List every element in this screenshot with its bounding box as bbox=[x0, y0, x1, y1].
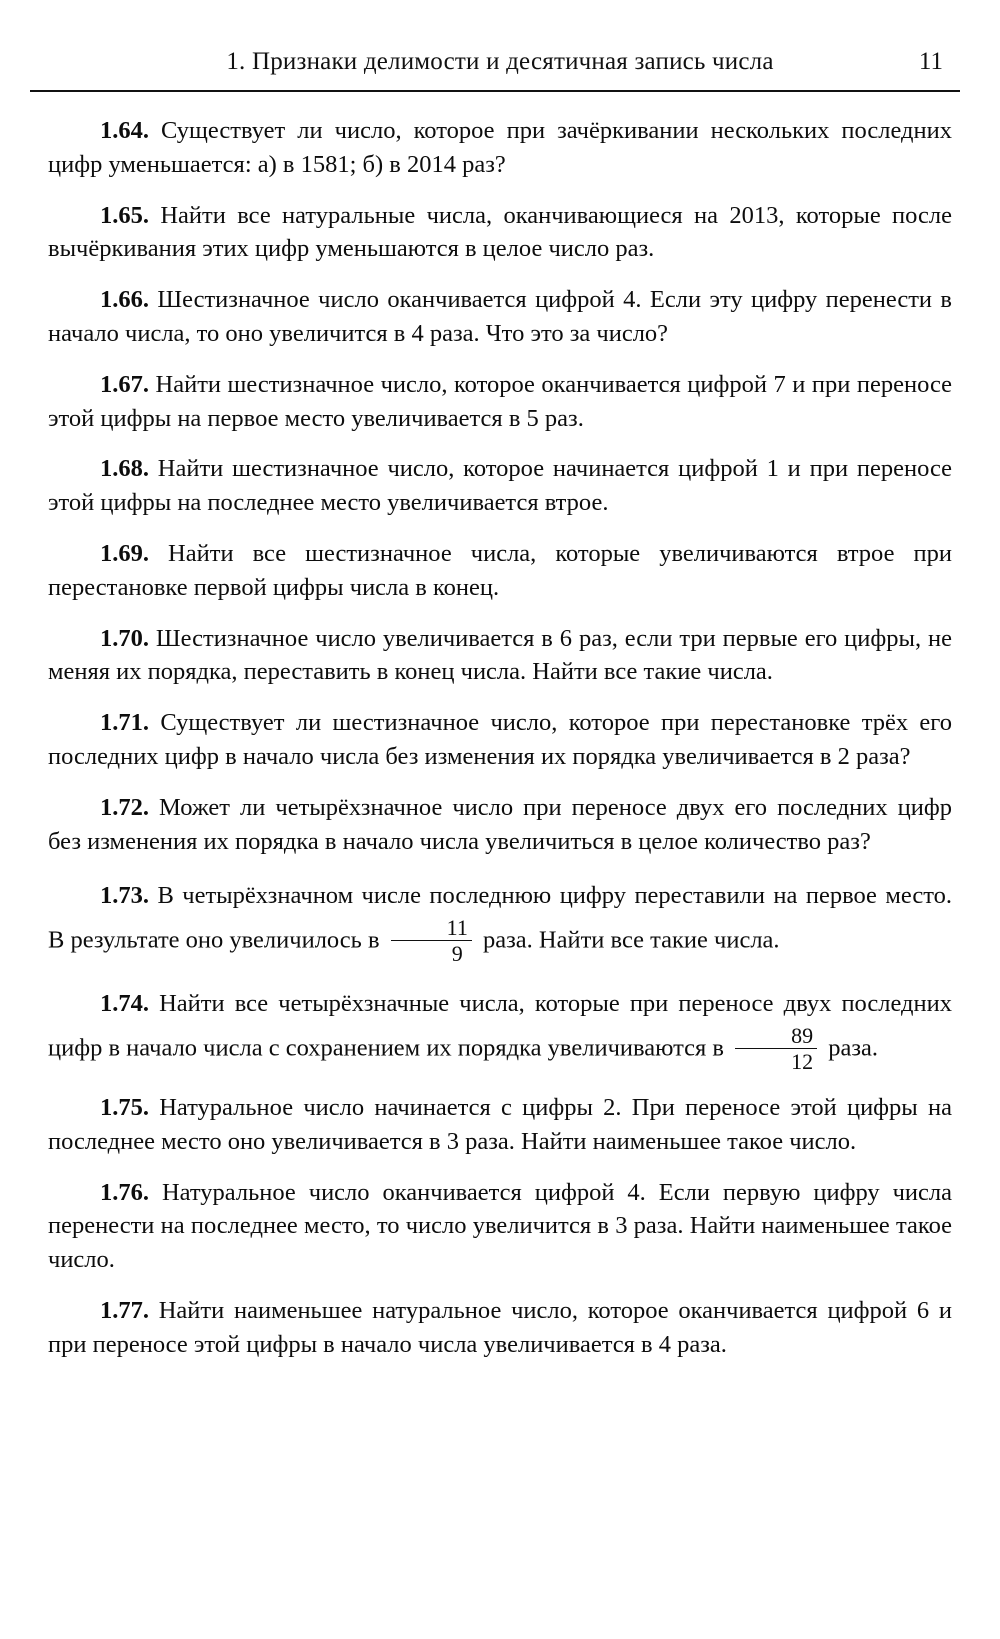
problem-number: 1.76. bbox=[100, 1178, 149, 1206]
problem-text-after-fraction: раза. bbox=[822, 1034, 879, 1062]
problem-text-before-fraction: В четырёхзначном числе последнюю цифру переставили на первое место. В результате оно увеличилось в bbox=[48, 882, 952, 954]
problem-item bbox=[48, 622, 952, 690]
running-head-title: 1. Признаки делимости и десятичная запись числа bbox=[226, 48, 774, 75]
problem-text-before-fraction: Найти все четырёхзначные числа, которые при переносе двух последних цифр в начало числа с сохранением их порядка увеличиваются в bbox=[48, 990, 952, 1062]
problem-item bbox=[48, 452, 952, 520]
problem-number: 1.70. bbox=[100, 624, 149, 652]
problem-item bbox=[48, 368, 952, 436]
problem-number: 1.68. bbox=[100, 455, 149, 483]
problem-text: Существует ли шестизначное число, которое при перестановке трёх его последних цифр в начало числа без изменения их порядка увеличивается в 2 раза? bbox=[48, 709, 952, 770]
problem-text: Найти шестизначное число, которое оканчивается цифрой 7 и при переносе этой цифры на первое место увеличивается в 5 раз. bbox=[48, 370, 952, 432]
problem-text: Натуральное число оканчивается цифрой 4. Если первую цифру числа перенести на последнее место, то число увеличится в 3 раза. Найти наименьшее такое число. bbox=[48, 1178, 952, 1274]
problem-text: Может ли четырёхзначное число при переносе двух его последних цифр без изменения их порядка в начало числа увеличиться в целое количество раз? bbox=[48, 793, 952, 855]
fraction-denominator: 9 bbox=[451, 941, 463, 967]
problem-number: 1.71. bbox=[100, 709, 149, 737]
problem-number: 1.74. bbox=[100, 990, 149, 1018]
problem-number: 1.75. bbox=[100, 1094, 149, 1122]
document-page bbox=[0, 48, 1000, 1639]
problem-number: 1.72. bbox=[100, 793, 149, 821]
problem-item bbox=[48, 706, 952, 774]
problem-item bbox=[48, 1176, 952, 1277]
problem-text: Найти все шестизначное числа, которые увеличиваются втрое при перестановке первой цифры числа в конец. bbox=[48, 539, 952, 601]
page-number: 11 bbox=[918, 48, 943, 75]
problem-number: 1.65. bbox=[100, 201, 149, 229]
page-content bbox=[48, 114, 952, 1362]
problem-number: 1.77. bbox=[100, 1297, 149, 1325]
problem-item bbox=[48, 283, 952, 351]
problem-item bbox=[48, 537, 952, 605]
problem-text: Натуральное число начинается с цифры 2. При переносе этой цифры на последнее место оно увеличивается в 3 раза. Найти наименьшее такое число. bbox=[48, 1094, 952, 1155]
fraction-numerator: 89 bbox=[735, 1025, 817, 1049]
problem-text: Найти все натуральные числа, оканчивающиеся на 2013, которые после вычёркивания этих цифр уменьшаются в целое число раз. bbox=[48, 201, 952, 263]
problem-number: 1.64. bbox=[100, 117, 149, 144]
fraction-numerator: 11 bbox=[391, 917, 472, 941]
problem-item bbox=[48, 199, 952, 267]
fraction-89-over-12 bbox=[735, 1025, 817, 1073]
fraction-denominator: 12 bbox=[791, 1049, 814, 1075]
problem-text-after-fraction: раза. Найти все такие числа. bbox=[476, 926, 780, 954]
problem-item bbox=[48, 791, 952, 859]
problem-item bbox=[48, 1091, 952, 1159]
problem-number: 1.73. bbox=[100, 882, 149, 910]
problem-text: Найти наименьшее натуральное число, которое оканчивается цифрой 6 и при переносе этой цифры в начало числа увеличивается в 4 раза. bbox=[48, 1297, 952, 1358]
page-header bbox=[55, 48, 945, 76]
problem-text: Шестизначное число увеличивается в 6 раз, если три первые его цифры, не меняя их порядка, переставить в конец числа. Найти все такие числа. bbox=[48, 624, 952, 686]
problem-text: Найти шестизначное число, которое начинается цифрой 1 и при переносе этой цифры на последнее место увеличивается втрое. bbox=[48, 455, 952, 517]
problem-number: 1.66. bbox=[100, 286, 149, 314]
problem-item bbox=[48, 114, 952, 182]
problem-item bbox=[48, 875, 952, 966]
problem-text: Шестизначное число оканчивается цифрой 4. Если эту цифру перенести в начало числа, то оно увеличится в 4 раза. Что это за число? bbox=[48, 286, 952, 347]
problem-number: 1.69. bbox=[100, 539, 149, 567]
problem-item bbox=[48, 1294, 952, 1362]
header-divider bbox=[30, 90, 960, 92]
fraction-11-over-9 bbox=[391, 917, 472, 965]
problem-number: 1.67. bbox=[100, 370, 149, 398]
problem-text: Существует ли число, которое при зачёркивании нескольких последних цифр уменьшается: а) в 1581; б) в 2014 раз? bbox=[48, 117, 952, 178]
problem-item bbox=[48, 983, 952, 1074]
